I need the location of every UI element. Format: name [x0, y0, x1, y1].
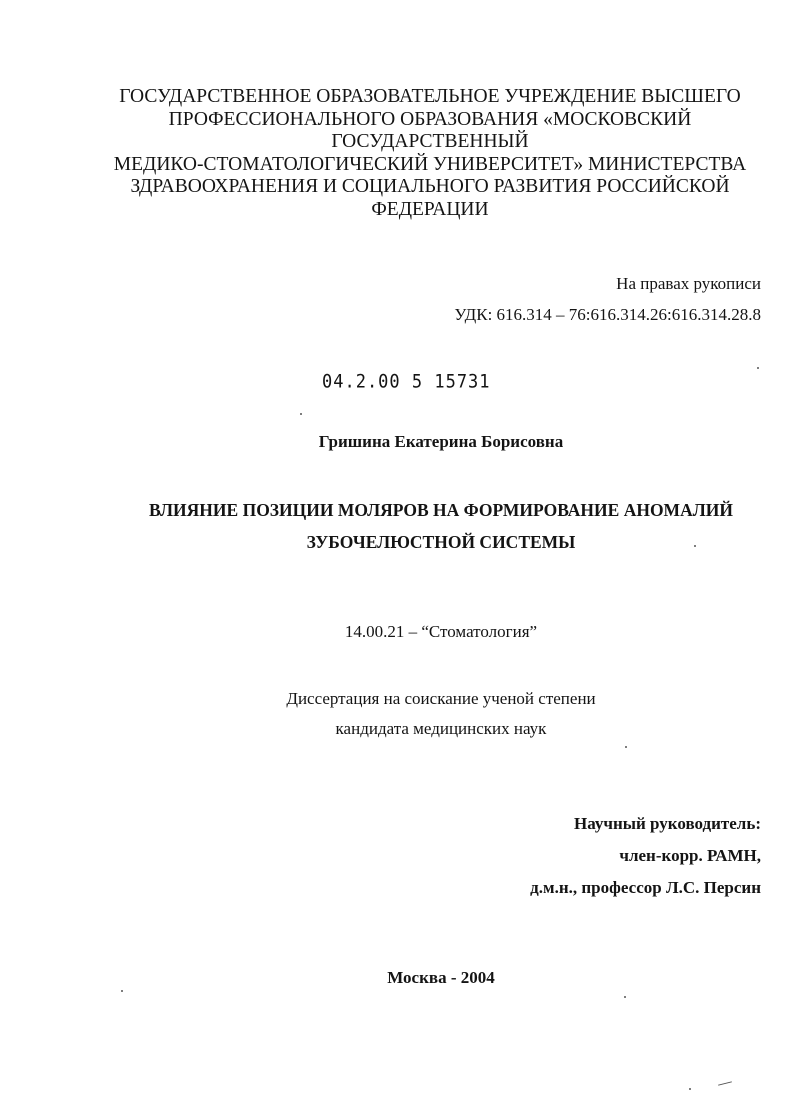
institution-line: ЗДРАВООХРАНЕНИЯ И СОЦИАЛЬНОГО РАЗВИТИЯ РОССИЙСКОЙ — [130, 176, 730, 197]
library-stamp-number: 04.2.00 5 15731 — [322, 371, 491, 393]
degree-line: кандидата медицинских наук — [335, 719, 547, 738]
supervisor-line: член-корр. РАМН, — [619, 846, 761, 865]
dissertation-title — [0, 494, 795, 558]
city-year: Москва - 2004 — [387, 968, 495, 987]
scan-speck — [121, 990, 123, 992]
author-name: Гришина Екатерина Борисовна — [318, 432, 564, 451]
scan-speck — [757, 367, 759, 369]
scan-speck — [300, 413, 302, 415]
title-line: ВЛИЯНИЕ ПОЗИЦИИ МОЛЯРОВ НА ФОРМИРОВАНИЕ АНОМАЛИЙ — [149, 500, 733, 520]
degree-line: Диссертация на соискание ученой степени — [286, 689, 596, 708]
udk-code: УДК: 616.314 – 76:616.314.26:616.314.28.8 — [454, 305, 761, 324]
scan-speck — [718, 1081, 732, 1085]
institution-line: ФЕДЕРАЦИИ — [371, 198, 489, 220]
title-line: ЗУБОЧЕЛЮСТНОЙ СИСТЕМЫ — [306, 532, 576, 552]
specialty-code: 14.00.21 – “Стоматология” — [344, 622, 538, 641]
institution-line: МЕДИКО-СТОМАТОЛОГИЧЕСКИЙ УНИВЕРСИТЕТ» МИНИСТЕРСТВА — [113, 153, 747, 175]
institution-line: ПРОФЕССИОНАЛЬНОГО ОБРАЗОВАНИЯ «МОСКОВСКИЙ — [168, 108, 692, 130]
scan-speck — [624, 996, 626, 998]
supervisor-block — [530, 808, 761, 904]
scan-speck — [694, 545, 696, 547]
institution-line: ГОСУДАРСТВЕННЫЙ — [331, 131, 529, 152]
scan-speck — [625, 746, 627, 748]
supervisor-line: д.м.н., профессор Л.С. Персин — [530, 878, 761, 897]
institution-line: ГОСУДАРСТВЕННОЕ ОБРАЗОВАТЕЛЬНОЕ УЧРЕЖДЕНИЕ ВЫСШЕГО — [119, 86, 741, 107]
scan-speck — [689, 1088, 691, 1090]
supervisor-line: Научный руководитель: — [574, 814, 761, 833]
manuscript-note: На правах рукописи — [616, 274, 761, 293]
degree-statement — [0, 684, 795, 744]
institution-header — [100, 86, 760, 221]
